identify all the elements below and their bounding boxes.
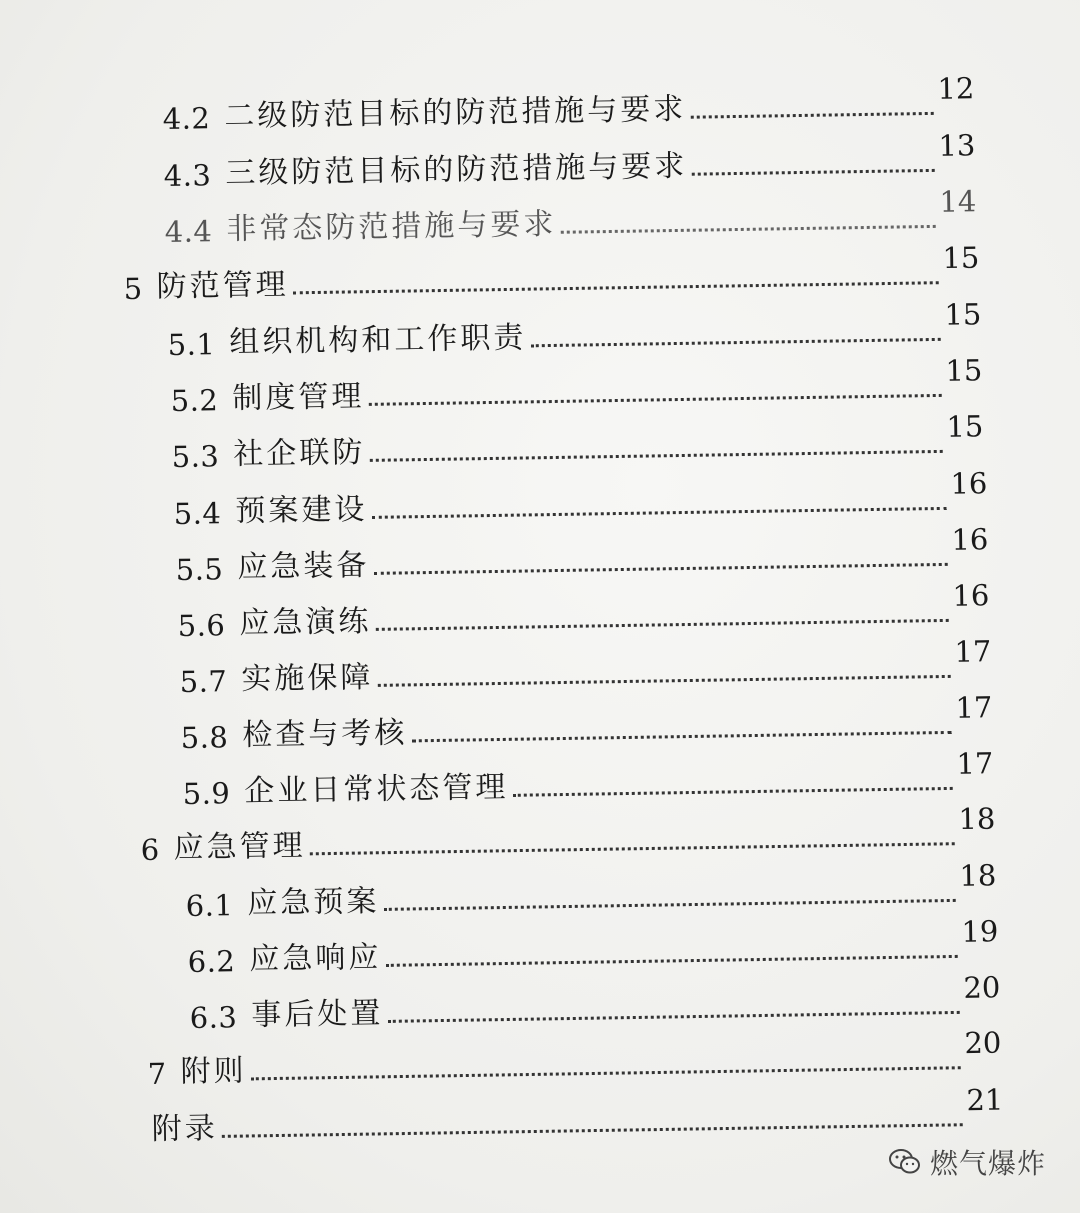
toc-leader [373,563,947,575]
toc-number: 5.7 [179,664,228,699]
toc-page-number: 16 [951,522,989,557]
toc-leader [691,169,934,176]
toc-leader [512,787,952,797]
toc-leader [310,842,955,855]
toc-entry-5-7[interactable] [179,634,992,699]
toc-title: 应急响应 [249,939,382,978]
toc-page-number: 14 [939,184,977,219]
toc-entry-4-2[interactable] [162,71,975,136]
toc-entry-6-2[interactable] [187,914,999,979]
toc-page-number: 19 [961,914,999,949]
toc-title: 实施保障 [241,659,374,698]
toc-leader [385,955,957,967]
toc-entry-4-3[interactable] [163,128,976,193]
toc-title: 三级防范目标的防范措施与要求 [225,148,688,192]
toc-title: 附则 [180,1053,247,1090]
toc-leader [293,281,939,294]
toc-entry-6-1[interactable] [185,858,997,923]
toc-page-number: 17 [954,634,992,669]
toc-page-number: 20 [963,970,1001,1005]
toc-number: 5.6 [177,608,226,643]
toc-number: 5.1 [167,327,216,362]
toc-leader [383,899,955,911]
toc-leader [222,1123,963,1138]
toc-title: 社企联防 [233,434,366,473]
toc-number: 5.8 [180,720,229,755]
toc-leader [387,1011,959,1023]
toc-page-number: 13 [938,128,976,163]
toc-entry-5-8[interactable] [180,690,993,755]
toc-entry-7[interactable] [147,1025,1002,1091]
toc-entry-5-1[interactable] [167,297,982,362]
toc-number: 5.3 [171,439,220,474]
toc-number: 5 [123,271,143,306]
toc-leader [368,394,941,406]
toc-number: 6.2 [187,944,236,979]
toc-number: 7 [147,1056,167,1091]
toc-title: 制度管理 [232,378,365,417]
toc-title: 非常态防范措施与要求 [226,206,557,248]
toc-page-number: 17 [956,746,994,781]
toc-title: 防范管理 [156,267,289,305]
toc-entry-5[interactable] [123,240,980,306]
watermark-text: 燃气爆炸 [929,1147,1046,1180]
toc-leader [377,675,950,687]
toc-title: 组织机构和工作职责 [229,320,527,361]
toc-page-number: 18 [958,801,996,837]
toc-title: 应急装备 [237,547,370,586]
toc-page-number: 16 [952,578,990,613]
toc-entry-5-6[interactable] [177,578,990,643]
toc-title: 应急管理 [173,828,306,866]
toc-leader [560,225,935,234]
toc-page-number: 15 [945,353,983,388]
toc-title: 应急预案 [247,883,380,922]
toc-page-number: 15 [944,297,982,332]
toc-entry-6[interactable] [140,801,996,867]
toc-page-number: 16 [950,466,988,501]
toc-number: 5.4 [173,496,222,531]
toc-leader [411,731,951,742]
toc-number: 5.9 [182,776,231,811]
watermark [888,1142,1046,1182]
toc-title: 事后处置 [251,995,384,1034]
toc-number: 4.3 [163,158,212,193]
toc-page-number: 15 [942,240,980,276]
toc-title: 附录 [151,1110,218,1148]
toc-title: 二级防范目标的防范措施与要求 [224,91,687,135]
toc-entry-5-5[interactable] [175,522,989,587]
toc-page-number: 21 [966,1082,1004,1118]
wechat-icon [888,1147,922,1177]
toc-number: 6 [140,832,160,867]
toc-title: 预案建设 [235,491,368,530]
toc-page-number: 18 [959,858,997,893]
toc-page-number: 17 [955,690,993,725]
toc-entry-5-2[interactable] [170,353,983,418]
toc-title: 企业日常状态管理 [244,769,509,810]
toc-number: 4.4 [164,214,213,249]
toc-leader [371,507,946,519]
toc-title: 检查与考核 [242,715,408,754]
toc-number: 6.3 [189,1000,238,1035]
toc-leader [375,619,948,631]
toc-page-number: 12 [937,71,975,106]
toc-entry-appendix[interactable] [151,1082,1004,1148]
toc-title: 应急演练 [239,603,372,642]
toc-leader [369,450,942,462]
toc-entry-5-3[interactable] [171,409,984,474]
toc-leader [251,1066,961,1080]
toc-entry-5-9[interactable] [182,746,994,811]
toc-leader [690,112,933,119]
toc-number: 5.5 [175,552,224,587]
toc-page-number: 20 [964,1025,1002,1061]
toc-number: 4.2 [162,101,211,136]
toc-number: 5.2 [170,383,219,418]
toc-entry-6-3[interactable] [189,970,1001,1035]
toc-number: 6.1 [185,888,234,923]
toc-entry-5-4[interactable] [173,466,988,531]
toc-entry-4-4[interactable] [164,184,977,249]
toc-page-number: 15 [946,409,984,444]
toc-leader [530,338,940,347]
